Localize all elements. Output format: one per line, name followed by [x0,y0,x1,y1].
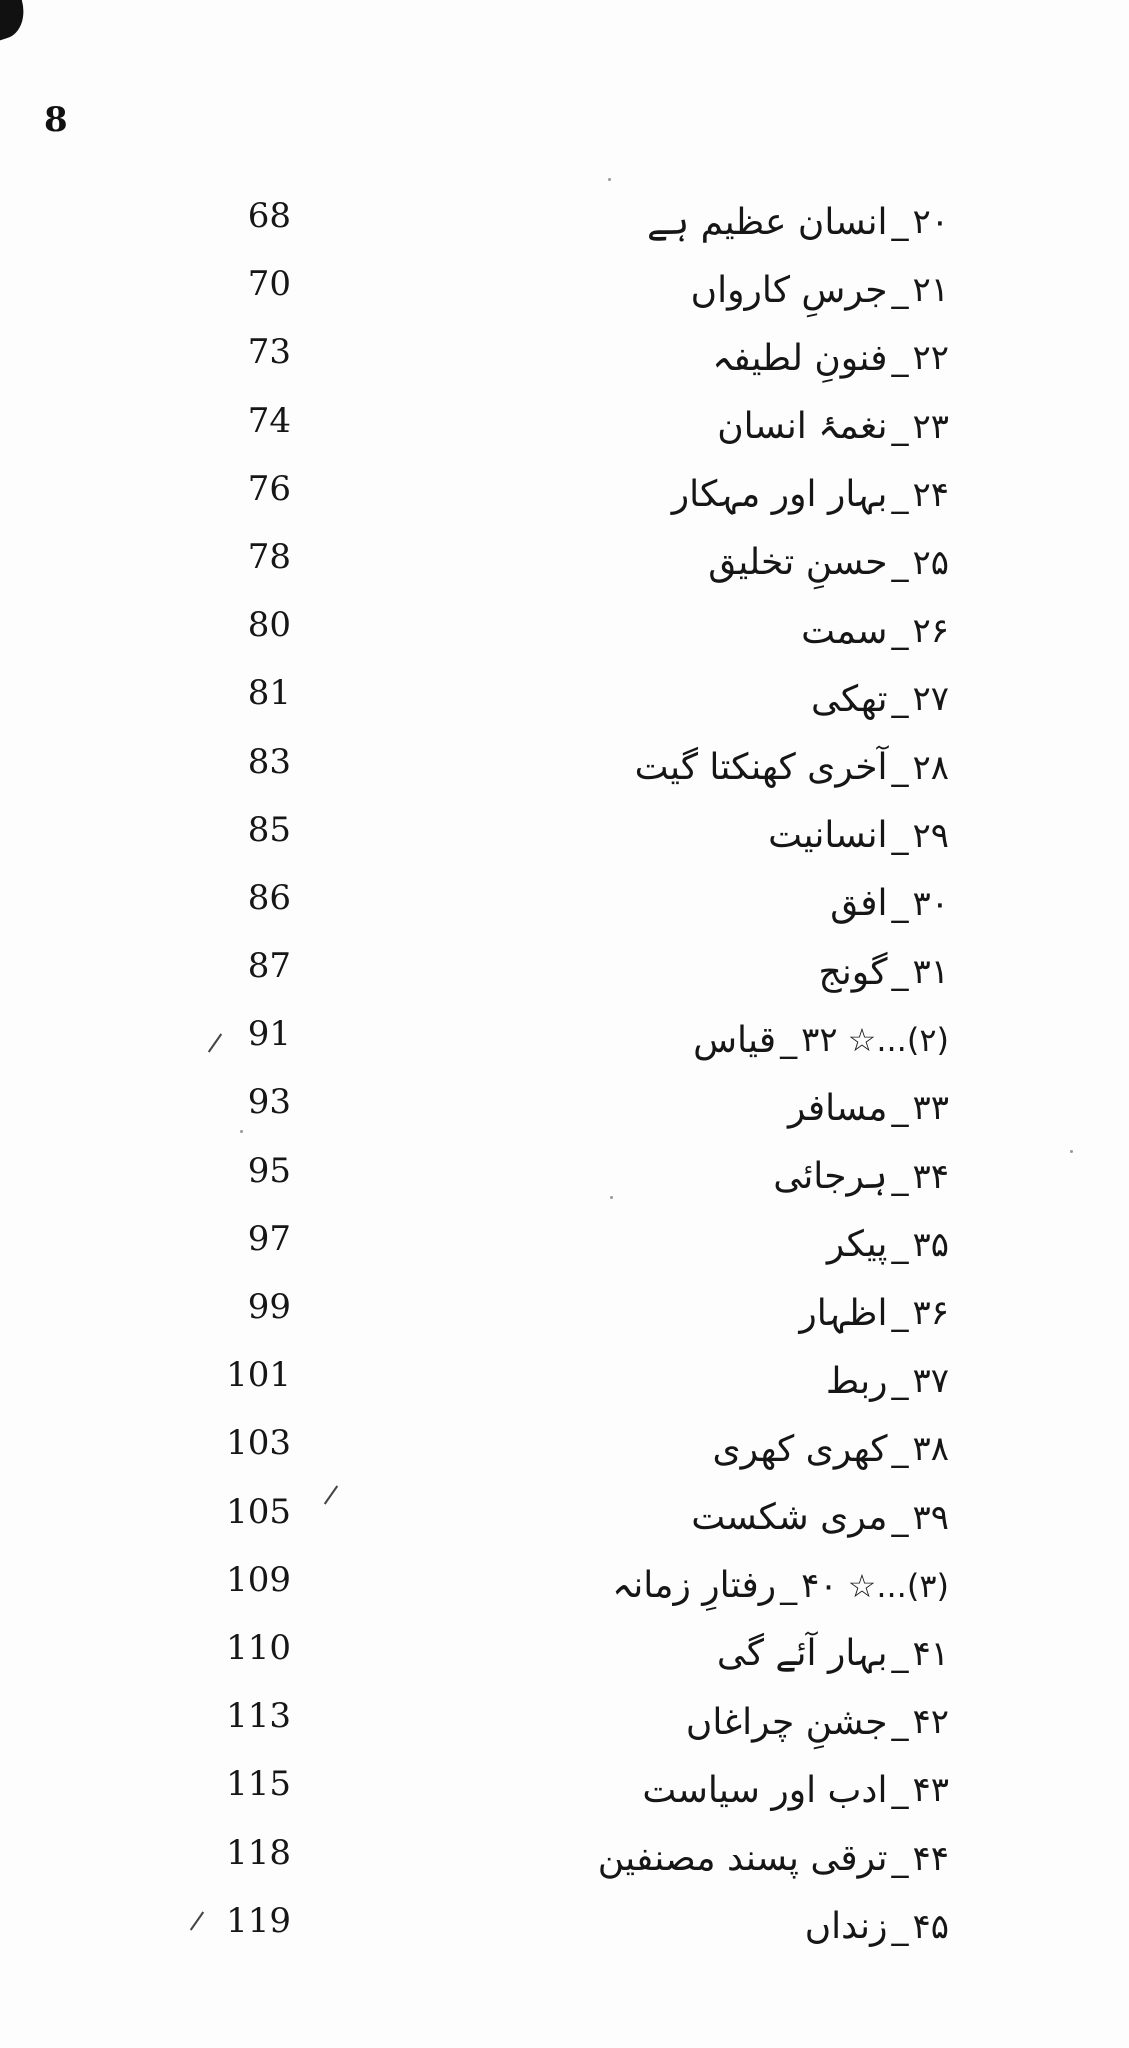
toc-title-group [811,667,949,731]
toc-entry-title: حسنِ تخلیق [708,542,888,584]
toc-entry-number: ۴۱ [912,1633,949,1674]
toc-title-group [691,1486,949,1550]
toc-entry-number: ۳۸ [912,1429,949,1470]
toc-entry-number: ۲۰ [912,202,949,242]
scan-speck [240,1130,243,1133]
toc-title-group [686,1690,949,1754]
toc-entry [0,190,1129,258]
toc-title-group [691,258,949,322]
toc-page-number: 83 [247,741,291,782]
toc-entry [0,736,1129,804]
toc-page-number: 86 [247,877,291,918]
toc-entry [0,940,1129,1008]
corner-ink-mark [0,0,32,43]
toc-separator: _ [891,474,909,515]
toc-page-number: 119 [226,1900,291,1941]
table-of-contents [0,190,1129,1963]
toc-entry [0,599,1129,667]
toc-separator: _ [891,1838,909,1879]
toc-page-number: 118 [226,1832,291,1873]
toc-separator: _ [891,406,909,447]
toc-separator: _ [780,1020,798,1061]
toc-entry-number: ۳۷ [912,1361,949,1402]
toc-entry [0,1145,1129,1213]
toc-entry-title: سمت [801,610,888,652]
toc-entry-title: ادب اور سیاست [642,1769,888,1811]
toc-title-group [805,1895,949,1959]
toc-entry [0,463,1129,531]
toc-entry-number: ۳۹ [912,1497,949,1538]
toc-separator: _ [780,1565,798,1606]
toc-title-group [827,1213,949,1277]
toc-entry-number: ۳۲ [801,1020,838,1061]
toc-entry-title: آخری کھنکتا گیت [634,747,888,788]
toc-page-number: 109 [226,1559,291,1600]
toc-entry-title: بہار اور مہکار [671,474,888,516]
scan-speck [1070,1150,1073,1153]
toc-page-number: 101 [226,1355,291,1396]
toc-entry-number: ۳۶ [912,1293,949,1333]
scan-speck [608,178,611,181]
toc-separator: _ [891,1633,909,1674]
section-marker: ☆...(۲) [847,1021,949,1060]
toc-separator: _ [891,1224,909,1265]
toc-title-group [712,1417,949,1481]
toc-entry-title: پیکر [826,1224,888,1266]
toc-separator: _ [891,1429,909,1470]
toc-page-number: 73 [247,332,291,373]
toc-separator: _ [891,815,909,856]
toc-page-number: 110 [226,1627,291,1668]
toc-page-number: 95 [247,1150,291,1191]
toc-entry [0,1281,1129,1349]
toc-page-number: 80 [247,605,291,646]
toc-entry-number: ۲۲ [912,338,949,379]
toc-entry [0,1895,1129,1963]
toc-title-group [642,1758,949,1822]
toc-title-group [693,1008,949,1072]
toc-title-group [712,326,949,390]
section-marker: ☆...(۳) [847,1566,949,1605]
toc-page-number: 76 [247,468,291,509]
toc-title-group [826,1349,949,1413]
toc-entry [0,1076,1129,1144]
toc-entry [0,258,1129,326]
toc-entry-title: جرسِ کارواں [690,269,888,311]
toc-separator: _ [891,1293,909,1333]
toc-separator: _ [891,952,909,993]
toc-entry [0,326,1129,394]
toc-entry [0,395,1129,463]
toc-separator: _ [891,1497,909,1538]
toc-separator: _ [891,747,909,788]
toc-page-number: 113 [226,1696,291,1737]
toc-entry-number: ۴۰ [801,1565,838,1606]
toc-entry-number: ۲۱ [912,270,949,311]
toc-entry-title: اظہار [799,1292,888,1334]
toc-title-group [672,463,949,527]
toc-page-number: 93 [247,1082,291,1123]
toc-title-group [768,804,949,868]
toc-separator: _ [891,1088,909,1129]
toc-entry [0,1758,1129,1826]
toc-entry-title: افق [830,883,888,925]
toc-entry [0,1827,1129,1895]
toc-entry [0,804,1129,872]
toc-entry-title: تھکی [810,678,888,720]
toc-page-number: 70 [247,264,291,305]
toc-separator: _ [891,338,909,379]
toc-page-number: 87 [247,946,291,987]
toc-title-group [717,1622,949,1686]
toc-separator: _ [891,1906,909,1947]
toc-entry [0,667,1129,735]
toc-entry-title: زنداں [804,1906,888,1948]
toc-entry-title: مری شکست [691,1497,888,1539]
toc-entry-title: انسان عظیم ہے [647,201,888,243]
toc-separator: _ [891,1702,909,1743]
toc-title-group [708,531,949,595]
toc-entry-title: قیاس [693,1019,777,1061]
toc-page-number: 97 [247,1218,291,1259]
toc-entry-title: بہار آئے گی [716,1633,888,1675]
toc-page-number: 99 [247,1287,291,1327]
toc-title-group [773,1145,949,1209]
toc-separator: _ [891,270,909,311]
toc-entry [0,872,1129,940]
toc-entry-title: فنونِ لطیفہ [712,337,888,379]
toc-entry-title: نغمۂ انسان [717,406,888,448]
toc-entry-number: ۲۹ [912,815,949,856]
toc-entry [0,1622,1129,1690]
toc-page-number: 81 [247,673,291,714]
toc-title-group [801,599,949,663]
toc-entry-number: ۲۵ [912,542,949,583]
toc-title-group [788,1076,949,1140]
toc-page-number: 85 [247,809,291,850]
toc-entry [0,531,1129,599]
toc-entry-title: ترقی پسند مصنفین [597,1838,888,1879]
toc-title-group [799,1281,949,1345]
toc-page-number: 68 [247,196,291,236]
toc-title-group [830,872,949,936]
toc-page-number: 74 [247,400,291,441]
toc-entry [0,1486,1129,1554]
toc-entry-title: رفتارِ زمانہ [612,1565,777,1607]
toc-title-group [612,1554,949,1618]
toc-page-number: 115 [226,1764,291,1805]
toc-title-group [598,1827,949,1891]
toc-entry-title: مسافر [788,1087,888,1129]
toc-page-number: 91 [247,1014,291,1055]
toc-entry-number: ۳۵ [912,1224,949,1265]
toc-entry-title: انسانیت [768,815,888,857]
toc-entry-title: کھری کھری [712,1428,888,1470]
toc-entry-number: ۴۲ [912,1702,949,1743]
toc-separator: _ [891,542,909,583]
toc-title-group [818,940,949,1004]
toc-page-number: 78 [247,536,291,577]
toc-entry [0,1008,1129,1076]
toc-entry-number: ۳۴ [912,1156,949,1197]
toc-entry-title: ربط [825,1360,888,1402]
toc-entry-number: ۲۶ [912,611,949,652]
toc-entry [0,1349,1129,1417]
toc-separator: _ [891,679,909,720]
toc-entry-title: گونج [818,951,888,993]
toc-separator: _ [891,202,909,242]
toc-entry [0,1554,1129,1622]
toc-entry-number: ۴۴ [912,1838,949,1879]
toc-title-group [717,395,949,459]
toc-entry-number: ۴۵ [912,1906,949,1947]
toc-entry-number: ۳۰ [912,883,949,924]
page-number: 8 [44,100,68,140]
toc-separator: _ [891,611,909,652]
toc-title-group [647,190,949,254]
toc-entry-title: جشنِ چراغاں [685,1701,888,1743]
toc-separator: _ [891,1156,909,1197]
toc-title-group [635,736,949,800]
toc-entry-title: ہرجائی [773,1156,888,1198]
toc-page-number: 103 [226,1423,291,1464]
toc-separator: _ [891,1770,909,1811]
toc-entry-number: ۴۳ [912,1770,949,1811]
scan-speck [610,1196,613,1199]
toc-entry-number: ۲۳ [912,406,949,447]
toc-entry [0,1690,1129,1758]
toc-separator: _ [891,1361,909,1402]
toc-entry-number: ۳۳ [912,1088,949,1129]
toc-entry [0,1213,1129,1281]
toc-entry [0,1417,1129,1485]
toc-entry-number: ۲۴ [912,474,949,515]
toc-entry-number: ۳۱ [912,952,949,993]
toc-entry-number: ۲۷ [912,679,949,720]
toc-separator: _ [891,883,909,924]
toc-page-number: 105 [226,1491,291,1532]
toc-entry-number: ۲۸ [912,747,949,788]
